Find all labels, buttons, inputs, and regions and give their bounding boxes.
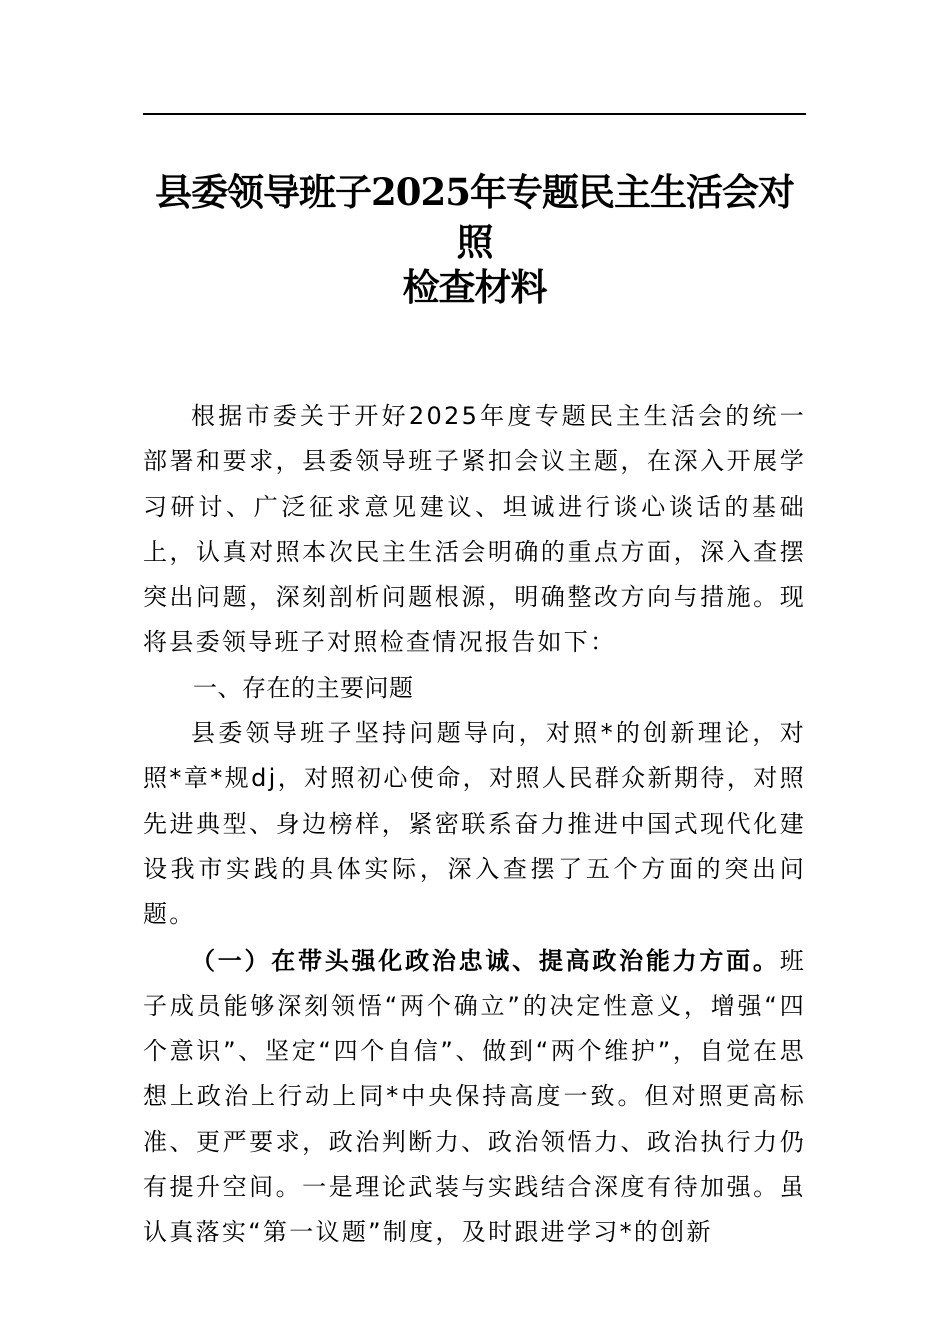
section-paragraph: 县委领导班子坚持问题导向，对照*的创新理论，对照*章*规dj，对照初心使命，对照人民群众新期待，对照先进典型、身边榜样，紧密联系奋力推进中国式现代化建设我市实践的具体实际，深入查摆了五个方面的突出问题。 (143, 719, 806, 929)
document-title-line2: 检查材料 (402, 265, 547, 309)
subsection-text: 班子成员能够深刻领悟“两个确立”的决定性意义，增强“四个意识”、坚定“四个自信”、做到“两个维护”，自觉在思想上政治上行动上同*中央保持高度一致。但对照更高标准、更严要求，政治判断力、政治领悟力、政治执行力仍有提升空间。一是理论武装与实践结合深度有待加强。虽认真落实“第一议题”制度，及时跟进学习*的创新 (143, 946, 806, 1247)
document-title-line1: 县委领导班子2025年专题民主生活会对照 (155, 170, 794, 264)
document-body (143, 394, 806, 1256)
intro-paragraph: 根据市委关于开好2025年度专题民主生活会的统一部署和要求，县委领导班子紧扣会议主题，在深入开展学习研讨、广泛征求意见建议、坦诚进行谈心谈话的基础上，认真对照本次民主生活会明确的重点方面，深入查摆突出问题，深刻剖析问题根源，明确整改方向与措施。现将县委领导班子对照检查情况报告如下： (143, 402, 806, 657)
header-rule (143, 113, 806, 115)
section-heading: 一、存在的主要问题 (193, 673, 414, 702)
subsection-paragraph (143, 938, 806, 1256)
subsection-lead: （一）在带头强化政治忠诚、提高政治能力方面。 (191, 945, 780, 975)
